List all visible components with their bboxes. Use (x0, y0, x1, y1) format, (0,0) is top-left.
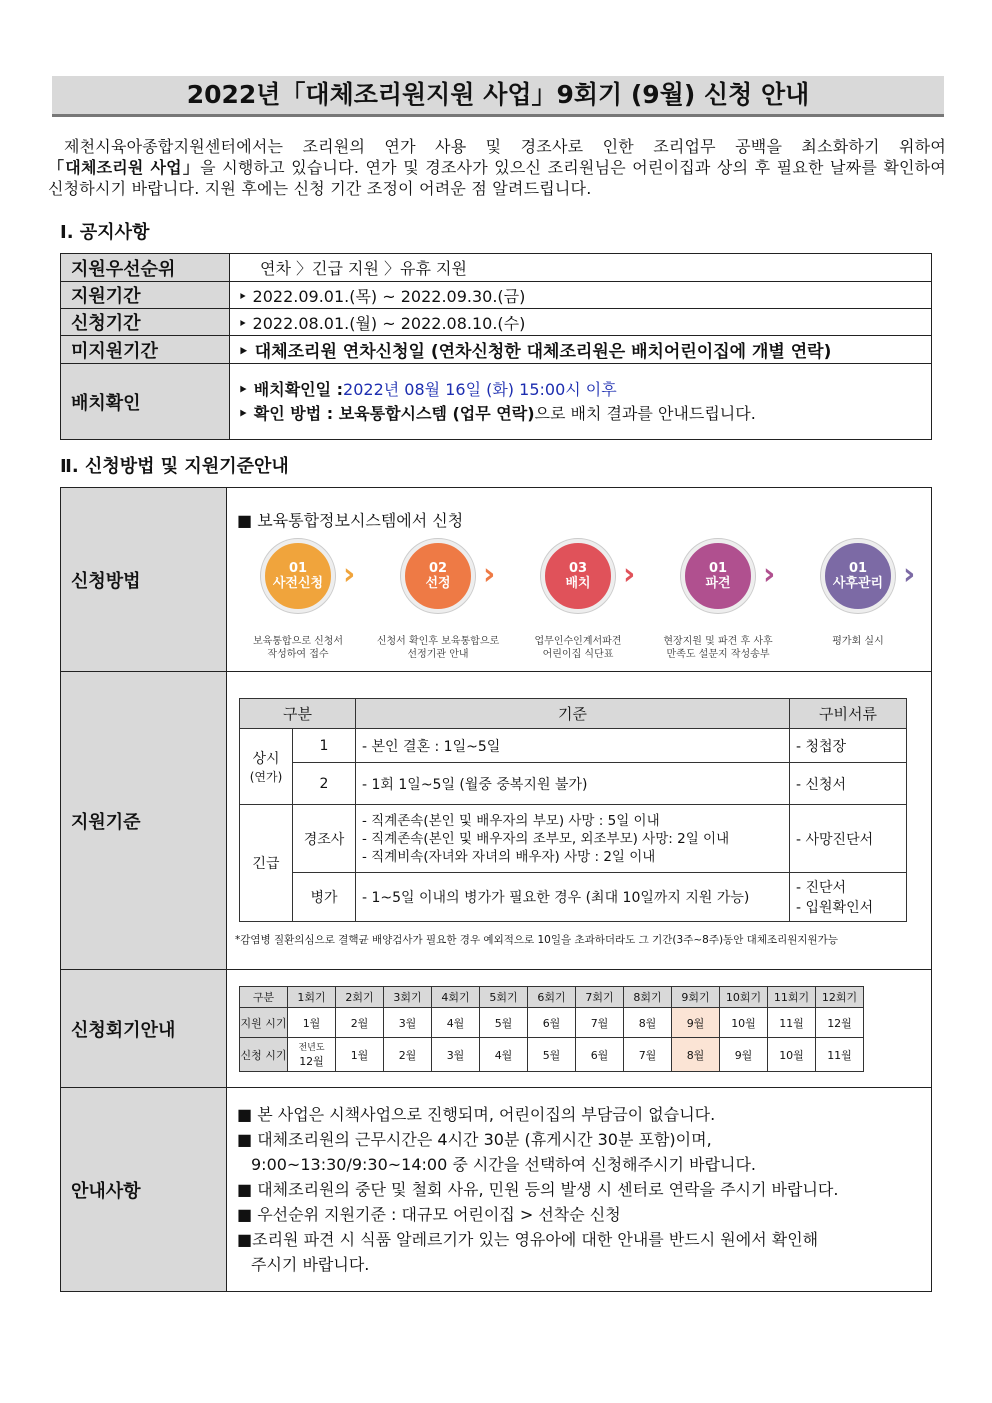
step-caption: 평가회 실시 (832, 636, 884, 647)
schedule-support-cell: 2월 (336, 1008, 384, 1038)
guide-label: 안내사항 (61, 1088, 227, 1292)
guide-line: ■ 본 사업은 시책사업으로 진행되며, 어린이집의 부담금이 없습니다. (237, 1105, 716, 1124)
schedule-support-cell: 11월 (768, 1008, 816, 1038)
chevron-right-icon: › (483, 557, 496, 592)
step-circle: 03 배치 (541, 539, 615, 613)
schedule-label: 신청회기안내 (61, 970, 227, 1088)
schedule-support-cell: 8월 (624, 1008, 672, 1038)
schedule-support-cell: 4월 (432, 1008, 480, 1038)
schedule-apply-cell: 전년도 12월 (288, 1038, 336, 1072)
step-circle: 01 사전신청 (261, 539, 335, 613)
schedule-support-cell: 3월 (384, 1008, 432, 1038)
criteria-u2-doc: - 진단서 - 입원확인서 (790, 873, 907, 922)
page-title: 2022년「대체조리원지원 사업」9회기 (9월) 신청 안내 (52, 76, 944, 117)
schedule-head-cell: 구분 (240, 987, 288, 1008)
period-label: 지원기간 (61, 282, 230, 309)
schedule-support-cell: 10월 (720, 1008, 768, 1038)
schedule-table (239, 986, 864, 1072)
criteria-u1-std: - 직계존속(본인 및 배우자의 부모) 사망 : 5일 이내 - 직계존속(본인 및 배우자의 조부모, 외조부모) 사망: 2일 이내 - 직계비속(자녀와 자녀의 배우자) 사망 : 2일 이내 (356, 805, 790, 873)
schedule-head-cell: 5회기 (480, 987, 528, 1008)
step-caption: 업무인수인계서파견 어린이집 식단표 (534, 636, 622, 660)
criteria-r1-doc: - 청첩장 (790, 729, 907, 763)
criteria-head-doc: 구비서류 (790, 699, 907, 729)
guide-line: 9:00~13:30/9:30~14:00 중 시간을 선택하여 신청해주시기 바랍니다. (251, 1155, 757, 1174)
criteria-u2-std: - 1~5일 이내의 병가가 필요한 경우 (최대 10일까지 지원 가능) (356, 873, 790, 922)
chevron-right-icon: › (903, 557, 916, 592)
schedule-apply-cell: 4월 (480, 1038, 528, 1072)
guide-line: ■ 대체조리원의 근무시간은 4시간 30분 (휴게시간 30분 포함)이며, (237, 1130, 712, 1149)
guide-line: 주시기 바랍니다. (251, 1255, 370, 1274)
schedule-head-cell: 3회기 (384, 987, 432, 1008)
schedule-apply-cell: 3월 (432, 1038, 480, 1072)
criteria-r1-std: - 본인 결혼 : 1일~5일 (356, 729, 790, 763)
schedule-head-cell: 12회기 (816, 987, 864, 1008)
chevron-right-icon: › (763, 557, 776, 592)
criteria-regular: 상시 (연가) (240, 729, 293, 805)
step-caption: 현장지원 및 파견 후 사후 만족도 설문지 작성송부 (663, 636, 773, 660)
notice-table (60, 253, 932, 440)
schedule-head-cell: 8회기 (624, 987, 672, 1008)
criteria-note: *감염병 질환의심으로 결핵균 배양검사가 필요한 경우 예외적으로 10일을 초과하더라도 그 기간(3주~8주)동안 대체조리원지원가능 (235, 934, 838, 946)
schedule-support-cell: 5월 (480, 1008, 528, 1038)
schedule-support-cell: 7월 (576, 1008, 624, 1038)
process-steps (233, 531, 931, 661)
guide-content (227, 1088, 932, 1292)
process-step (793, 539, 923, 648)
schedule-head-cell: 10회기 (720, 987, 768, 1008)
criteria-r2-std: - 1회 1일~5일 (월중 중복지원 불가) (356, 763, 790, 805)
schedule-support-cell: 12월 (816, 1008, 864, 1038)
apply-period-label: 신청기간 (61, 309, 230, 336)
nosupport-label: 미지원기간 (61, 336, 230, 364)
confirm-value (230, 364, 932, 440)
criteria-head-std: 기준 (356, 699, 790, 729)
criteria-u1-doc: - 사망진단서 (790, 805, 907, 873)
nosupport-value: ‣ 대체조리원 연차신청일 (연차신청한 대체조리원은 배치어린이집에 개별 연락) (230, 336, 932, 364)
schedule-apply-cell: 9월 (720, 1038, 768, 1072)
schedule-apply-cell: 1월 (336, 1038, 384, 1072)
criteria-u2-type: 병가 (293, 873, 356, 922)
schedule-apply-cell: 6월 (576, 1038, 624, 1072)
chevron-right-icon: › (343, 557, 356, 592)
criteria-table (239, 698, 907, 922)
criteria-u1-type: 경조사 (293, 805, 356, 873)
schedule-support-cell: 1월 (288, 1008, 336, 1038)
schedule-support-cell: 9월 (672, 1008, 720, 1038)
schedule-support-cell: 6월 (528, 1008, 576, 1038)
schedule-head-cell: 4회기 (432, 987, 480, 1008)
priority-label: 지원우선순위 (61, 254, 230, 282)
intro-line: 제천시육아종합지원센터에서는 조리원의 연가 사용 및 경조사로 인한 조리업무 공백을 최소화하기 위하여 (64, 137, 946, 156)
schedule-head-cell: 2회기 (336, 987, 384, 1008)
step-circle: 01 사후관리 (821, 539, 895, 613)
guide-line: ■조리원 파견 시 식품 알레르기가 있는 영유아에 대한 안내를 반드시 원에서 확인해 (237, 1230, 819, 1249)
step-caption: 보육통합으로 신청서 작성하여 접수 (252, 636, 344, 660)
guide-line: ■ 대체조리원의 중단 및 철회 사유, 민원 등의 발생 시 센터로 연락을 주시기 바랍니다. (237, 1180, 839, 1199)
period-value: ‣ 2022.09.01.(목) ~ 2022.09.30.(금) (230, 282, 932, 309)
schedule-apply-cell: 8월 (672, 1038, 720, 1072)
chevron-right-icon: › (623, 557, 636, 592)
priority-value: 연차 〉긴급 지원 〉유휴 지원 (230, 254, 932, 282)
criteria-head-cat: 구분 (240, 699, 356, 729)
confirm-method-value: 으로 배치 결과를 안내드립니다. (534, 403, 756, 423)
method-title: ■ 보육통합정보시스템에서 신청 (237, 511, 464, 530)
method-label: 신청방법 (61, 488, 227, 672)
confirm-date-value: 2022년 08월 16일 (화) 15:00시 이후 (343, 379, 617, 399)
confirm-method-label: ‣ 확인 방법 : 보육통합시스템 (업무 연락) (238, 403, 535, 423)
schedule-apply-cell: 5월 (528, 1038, 576, 1072)
intro-line: 을 시행하고 있습니다. 연가 및 경조사가 있으신 조리원님은 어린이집과 상의 후 필요한 날짜를 확인하여 신청하시기 바랍니다. 지원 후에는 신청 기간 조정이 어려운 점 알려드립니다. (48, 158, 946, 198)
schedule-apply-cell: 10월 (768, 1038, 816, 1072)
apply-period-value: ‣ 2022.08.01.(월) ~ 2022.08.10.(수) (230, 309, 932, 336)
schedule-head-cell: 1회기 (288, 987, 336, 1008)
criteria-urgent: 긴급 (240, 805, 293, 922)
intro-bold: 「대체조리원 사업」 (48, 158, 201, 177)
schedule-head-cell: 6회기 (528, 987, 576, 1008)
schedule-apply-label: 신청 시기 (240, 1038, 288, 1072)
schedule-support-label: 지원 시기 (240, 1008, 288, 1038)
guide-line: ■ 우선순위 지원기준 : 대규모 어린이집 > 선착순 신청 (237, 1205, 621, 1224)
schedule-head-cell: 9회기 (672, 987, 720, 1008)
schedule-apply-cell: 7월 (624, 1038, 672, 1072)
intro-text (48, 136, 946, 199)
step-caption: 신청서 확인후 보육통합으로 선정기관 안내 (376, 636, 500, 660)
step-circle: 02 선정 (401, 539, 475, 613)
schedule-head-cell: 7회기 (576, 987, 624, 1008)
schedule-apply-cell: 2월 (384, 1038, 432, 1072)
criteria-label: 지원기준 (61, 672, 227, 970)
criteria-r1-no: 1 (293, 729, 356, 763)
section-title-method: Ⅱ. 신청방법 및 지원기준안내 (60, 456, 289, 477)
confirm-date-label: ‣ 배치확인일 : (238, 379, 344, 399)
confirm-label: 배치확인 (61, 364, 230, 440)
section-title-notice: Ⅰ. 공지사항 (60, 222, 150, 243)
step-circle: 01 파견 (681, 539, 755, 613)
schedule-apply-cell: 11월 (816, 1038, 864, 1072)
criteria-r2-doc: - 신청서 (790, 763, 907, 805)
method-table (60, 487, 932, 1292)
criteria-r2-no: 2 (293, 763, 356, 805)
schedule-head-cell: 11회기 (768, 987, 816, 1008)
